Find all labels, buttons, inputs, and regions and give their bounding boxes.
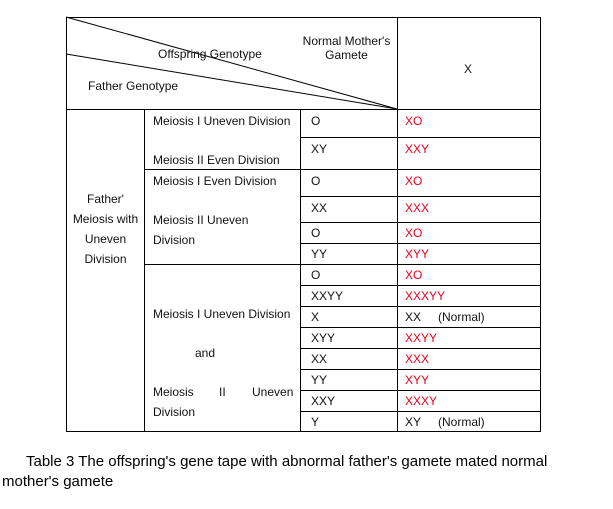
offspring-cell: XXX	[405, 201, 430, 215]
stage-label: Meiosis II Even Division	[153, 153, 280, 167]
table-caption	[2, 452, 610, 492]
offspring-cell: XXXY	[405, 394, 438, 408]
row-header-father-meiosis: Father' Meiosis with Uneven Division	[72, 192, 139, 266]
gamete-cell: XX	[311, 352, 328, 366]
gamete-cell: YY	[311, 247, 328, 261]
stage-label: Meiosis I Uneven Division	[153, 114, 291, 128]
stage-label: Meiosis II Uneven	[153, 213, 249, 227]
gamete-cell: O	[311, 174, 321, 188]
father-genotype-header: Father Genotype	[88, 79, 179, 93]
stage-label: Meiosis I Uneven Division	[153, 307, 291, 321]
offspring-cell-normal: XX	[405, 310, 422, 324]
gamete-cell: O	[311, 226, 321, 240]
offspring-cell: XXX	[405, 352, 430, 366]
gamete-cell: Y	[311, 415, 320, 429]
offspring-cell: XO	[405, 226, 423, 240]
offspring-cell: XO	[405, 114, 423, 128]
offspring-cell-normal: XY	[405, 415, 422, 429]
offspring-cell: XXY	[405, 142, 430, 156]
gamete-cell: O	[311, 114, 321, 128]
normal-note: (Normal)	[438, 310, 485, 324]
offspring-cell: XO	[405, 268, 423, 282]
gamete-cell: YY	[311, 373, 328, 387]
offspring-cell: XXYY	[405, 331, 438, 345]
stage-label: Division	[153, 405, 196, 419]
offspring-cell: XO	[405, 174, 423, 188]
normal-note: (Normal)	[438, 415, 485, 429]
offspring-cell: XYY	[405, 373, 430, 387]
stage-label: Division	[153, 233, 196, 247]
stage-label: and	[195, 346, 216, 360]
gamete-cell: X	[311, 310, 320, 324]
gamete-cell: XXYY	[311, 289, 344, 303]
caption-line-2: mother's gamete	[2, 473, 114, 490]
stage-label: Uneven	[252, 385, 294, 399]
offspring-cell: XXXYY	[405, 289, 446, 303]
gamete-cell: XXY	[311, 394, 336, 408]
stage-label: II	[219, 385, 226, 399]
gamete-cell: XY	[311, 142, 328, 156]
offspring-genotype-header: Offspring Genotype	[158, 47, 262, 61]
offspring-cell: XYY	[405, 247, 430, 261]
mother-gamete-header: Normal Mother's Gamete	[302, 34, 391, 61]
gamete-cell: XYY	[311, 331, 336, 345]
gamete-cell: O	[311, 268, 321, 282]
gamete-cell: XX	[311, 201, 328, 215]
mother-gamete-value: X	[464, 62, 473, 76]
stage-label: Meiosis I Even Division	[153, 174, 277, 188]
caption-line-1: Table 3 The offspring's gene tape with abnormal father's gamete mated normal	[26, 453, 548, 470]
stage-label: Meiosis	[153, 385, 194, 399]
